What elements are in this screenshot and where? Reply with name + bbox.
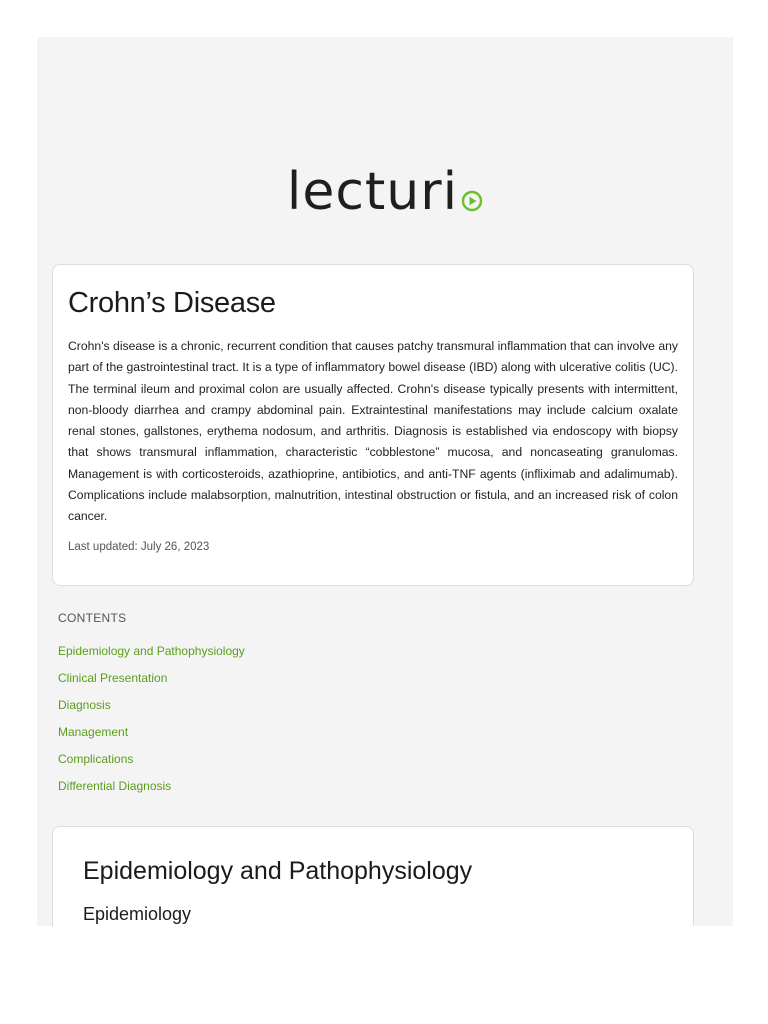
contents-item <box>58 642 245 660</box>
contents-link-diagnosis[interactable]: Diagnosis <box>58 698 111 712</box>
contents-item <box>58 723 245 741</box>
section-title: Epidemiology and Pathophysiology <box>83 857 473 885</box>
section-card <box>52 826 694 926</box>
contents-item <box>58 777 245 795</box>
play-circle-icon <box>461 190 483 212</box>
last-updated: Last updated: July 26, 2023 <box>68 540 210 553</box>
logo-wordmark <box>286 162 483 222</box>
contents-link-clinical-presentation[interactable]: Clinical Presentation <box>58 671 168 685</box>
page-background <box>37 37 733 926</box>
contents-link-management[interactable]: Management <box>58 725 129 739</box>
section-subtitle: Epidemiology <box>83 904 192 924</box>
contents-list <box>58 642 245 795</box>
contents-item <box>58 696 245 714</box>
table-of-contents <box>58 611 245 804</box>
contents-link-differential-diagnosis[interactable]: Differential Diagnosis <box>58 779 172 793</box>
contents-link-complications[interactable]: Complications <box>58 752 134 766</box>
contents-item <box>58 669 245 687</box>
article-intro-card <box>52 264 694 586</box>
logo-text: lecturi <box>286 162 459 222</box>
page-title: Crohn’s Disease <box>68 287 276 319</box>
lecturio-logo[interactable] <box>37 157 733 227</box>
contents-heading: CONTENTS <box>58 611 127 625</box>
contents-link-epidemiology[interactable]: Epidemiology and Pathophysiology <box>58 644 245 658</box>
article-summary: Crohn's disease is a chronic, recurrent condition that causes patchy transmural inflammation that can involve any part of the gastrointestinal tract. It is a type of inflammatory bowel disease (IBD) along with ulcerative colitis (UC). The terminal ileum and proximal colon are usually affected. Crohn's disease typically presents with intermittent, non-bloody diarrhea and crampy abdominal pain. Extraintestinal manifestations may include calcium oxalate renal stones, gallstones, erythema nodosum, and arthritis. Diagnosis is established via endoscopy with biopsy that shows transmural inflammation, characteristic “cobblestone” mucosa, and noncaseating granulomas. Management is with corticosteroids, azathioprine, antibiotics, and anti-TNF agents (infliximab and adalimumab). Complications include malabsorption, malnutrition, intestinal obstruction or fistula, and an increased risk of colon cancer. <box>68 339 678 524</box>
contents-item <box>58 750 245 768</box>
